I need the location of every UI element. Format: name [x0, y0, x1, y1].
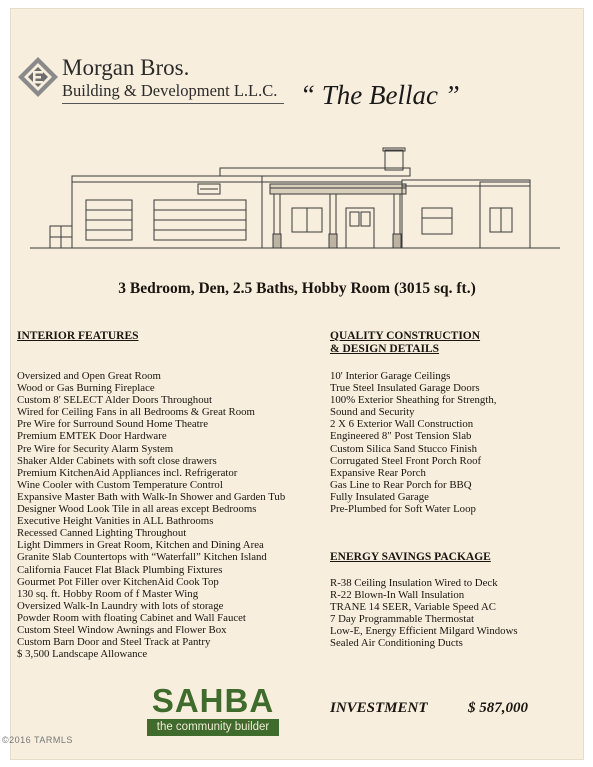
interior-features-list [17, 370, 285, 660]
list-item: Custom Barn Door and Steel Track at Pantry [17, 636, 211, 649]
interior-features-heading: INTERIOR FEATURES [17, 330, 139, 342]
company-underline [62, 103, 284, 104]
list-item: Wired for Ceiling Fans in all Bedrooms & Great Room [17, 406, 255, 419]
list-item: Pre Wire for Surround Sound Home Theatre [17, 418, 209, 431]
sahba-wordmark: SAHBA [151, 682, 275, 719]
company-logo-icon [16, 55, 60, 99]
list-item: R-22 Blown-In Wall Insulation [330, 589, 465, 602]
list-item: Oversized and Open Great Room [17, 370, 161, 382]
list-item: Gas Line to Rear Porch for BBQ [330, 478, 472, 491]
list-item: Engineered 8" Post Tension Slab [330, 430, 472, 443]
list-item: Custom Steel Window Awnings and Flower Box [17, 623, 227, 636]
list-item: Executive Height Vanities in ALL Bathrooms [17, 515, 214, 528]
list-item: TRANE 14 SEER, Variable Speed AC [330, 601, 496, 614]
list-item: Custom Silica Sand Stucco Finish [330, 442, 477, 455]
list-item: Gourmet Pot Filler over KitchenAid Cook Top [17, 575, 219, 588]
list-item: R-38 Ceiling Insulation Wired to Deck [330, 577, 498, 589]
list-item: Pre Wire for Security Alarm System [17, 442, 174, 455]
energy-heading: ENERGY SAVINGS PACKAGE [330, 551, 491, 563]
list-item: Recessed Canned Lighting Throughout [17, 527, 187, 540]
investment-label: INVESTMENT [330, 700, 428, 716]
list-item: Expansive Rear Porch [330, 466, 426, 479]
company-subtitle: Building & Development L.L.C. [62, 81, 278, 100]
list-item: Wood or Gas Burning Fireplace [17, 382, 155, 395]
list-item: Sound and Security [330, 406, 415, 419]
list-item: Wine Cooler with Custom Temperature Control [17, 478, 223, 491]
company-name: Morgan Bros. [62, 55, 190, 80]
list-item: True Steel Insulated Garage Doors [330, 382, 480, 395]
list-item: Corrugated Steel Front Porch Roof [330, 454, 482, 467]
list-item: California Faucet Flat Black Plumbing Fixtures [17, 563, 223, 576]
list-item: Expansive Master Bath with Walk-In Shower and Garden Tub [17, 490, 286, 503]
quality-heading-line2: & DESIGN DETAILS [330, 343, 440, 355]
list-item: Sealed Air Conditioning Ducts [330, 637, 463, 650]
copyright-watermark: ©2016 TARMLS [2, 735, 73, 745]
list-item: Pre-Plumbed for Soft Water Loop [330, 503, 476, 516]
list-item: Custom 8' SELECT Alder Doors Throughout [17, 394, 212, 407]
home-summary: 3 Bedroom, Den, 2.5 Baths, Hobby Room (3015 sq. ft.) [118, 280, 476, 297]
list-item: 2 X 6 Exterior Wall Construction [330, 418, 474, 431]
company-block [62, 56, 284, 104]
list-item: Oversized Walk-In Laundry with lots of storage [17, 599, 224, 612]
house-elevation-drawing [30, 138, 560, 260]
list-item: 7 Day Programmable Thermostat [330, 613, 475, 626]
list-item: $ 3,500 Landscape Allowance [17, 648, 148, 661]
quality-features-list [330, 370, 496, 515]
list-item: Premium EMTEK Door Hardware [17, 430, 167, 443]
list-item: Low-E, Energy Efficient Milgard Windows [330, 625, 518, 638]
sahba-logo [147, 684, 279, 736]
list-item: 100% Exterior Sheathing for Strength, [330, 394, 497, 407]
list-item: Fully Insulated Garage [330, 490, 429, 503]
list-item: Shaker Alder Cabinets with soft close drawers [17, 454, 217, 467]
investment-price: $ 587,000 [468, 700, 528, 716]
model-name: “ The Bellac ” [300, 80, 460, 110]
list-item: Granite Slab Countertops with “Waterfall” Kitchen Island [17, 551, 267, 564]
flyer-page [2, 8, 584, 760]
list-item: 10' Interior Garage Ceilings [330, 370, 451, 382]
list-item: Light Dimmers in Great Room, Kitchen and Dining Area [17, 539, 264, 552]
list-item: Designer Wood Look Tile in all areas except Bedrooms [17, 503, 257, 516]
quality-heading [330, 330, 480, 356]
list-item: Premium KitchenAid Appliances incl. Refrigerator [17, 466, 238, 479]
energy-features-list [330, 577, 518, 650]
list-item: 130 sq. ft. Hobby Room of f Master Wing [17, 587, 199, 600]
list-item: Powder Room with floating Cabinet and Wall Faucet [17, 611, 246, 624]
sahba-tagline: the community builder [147, 719, 279, 736]
quality-heading-line1: QUALITY CONSTRUCTION [330, 330, 481, 342]
